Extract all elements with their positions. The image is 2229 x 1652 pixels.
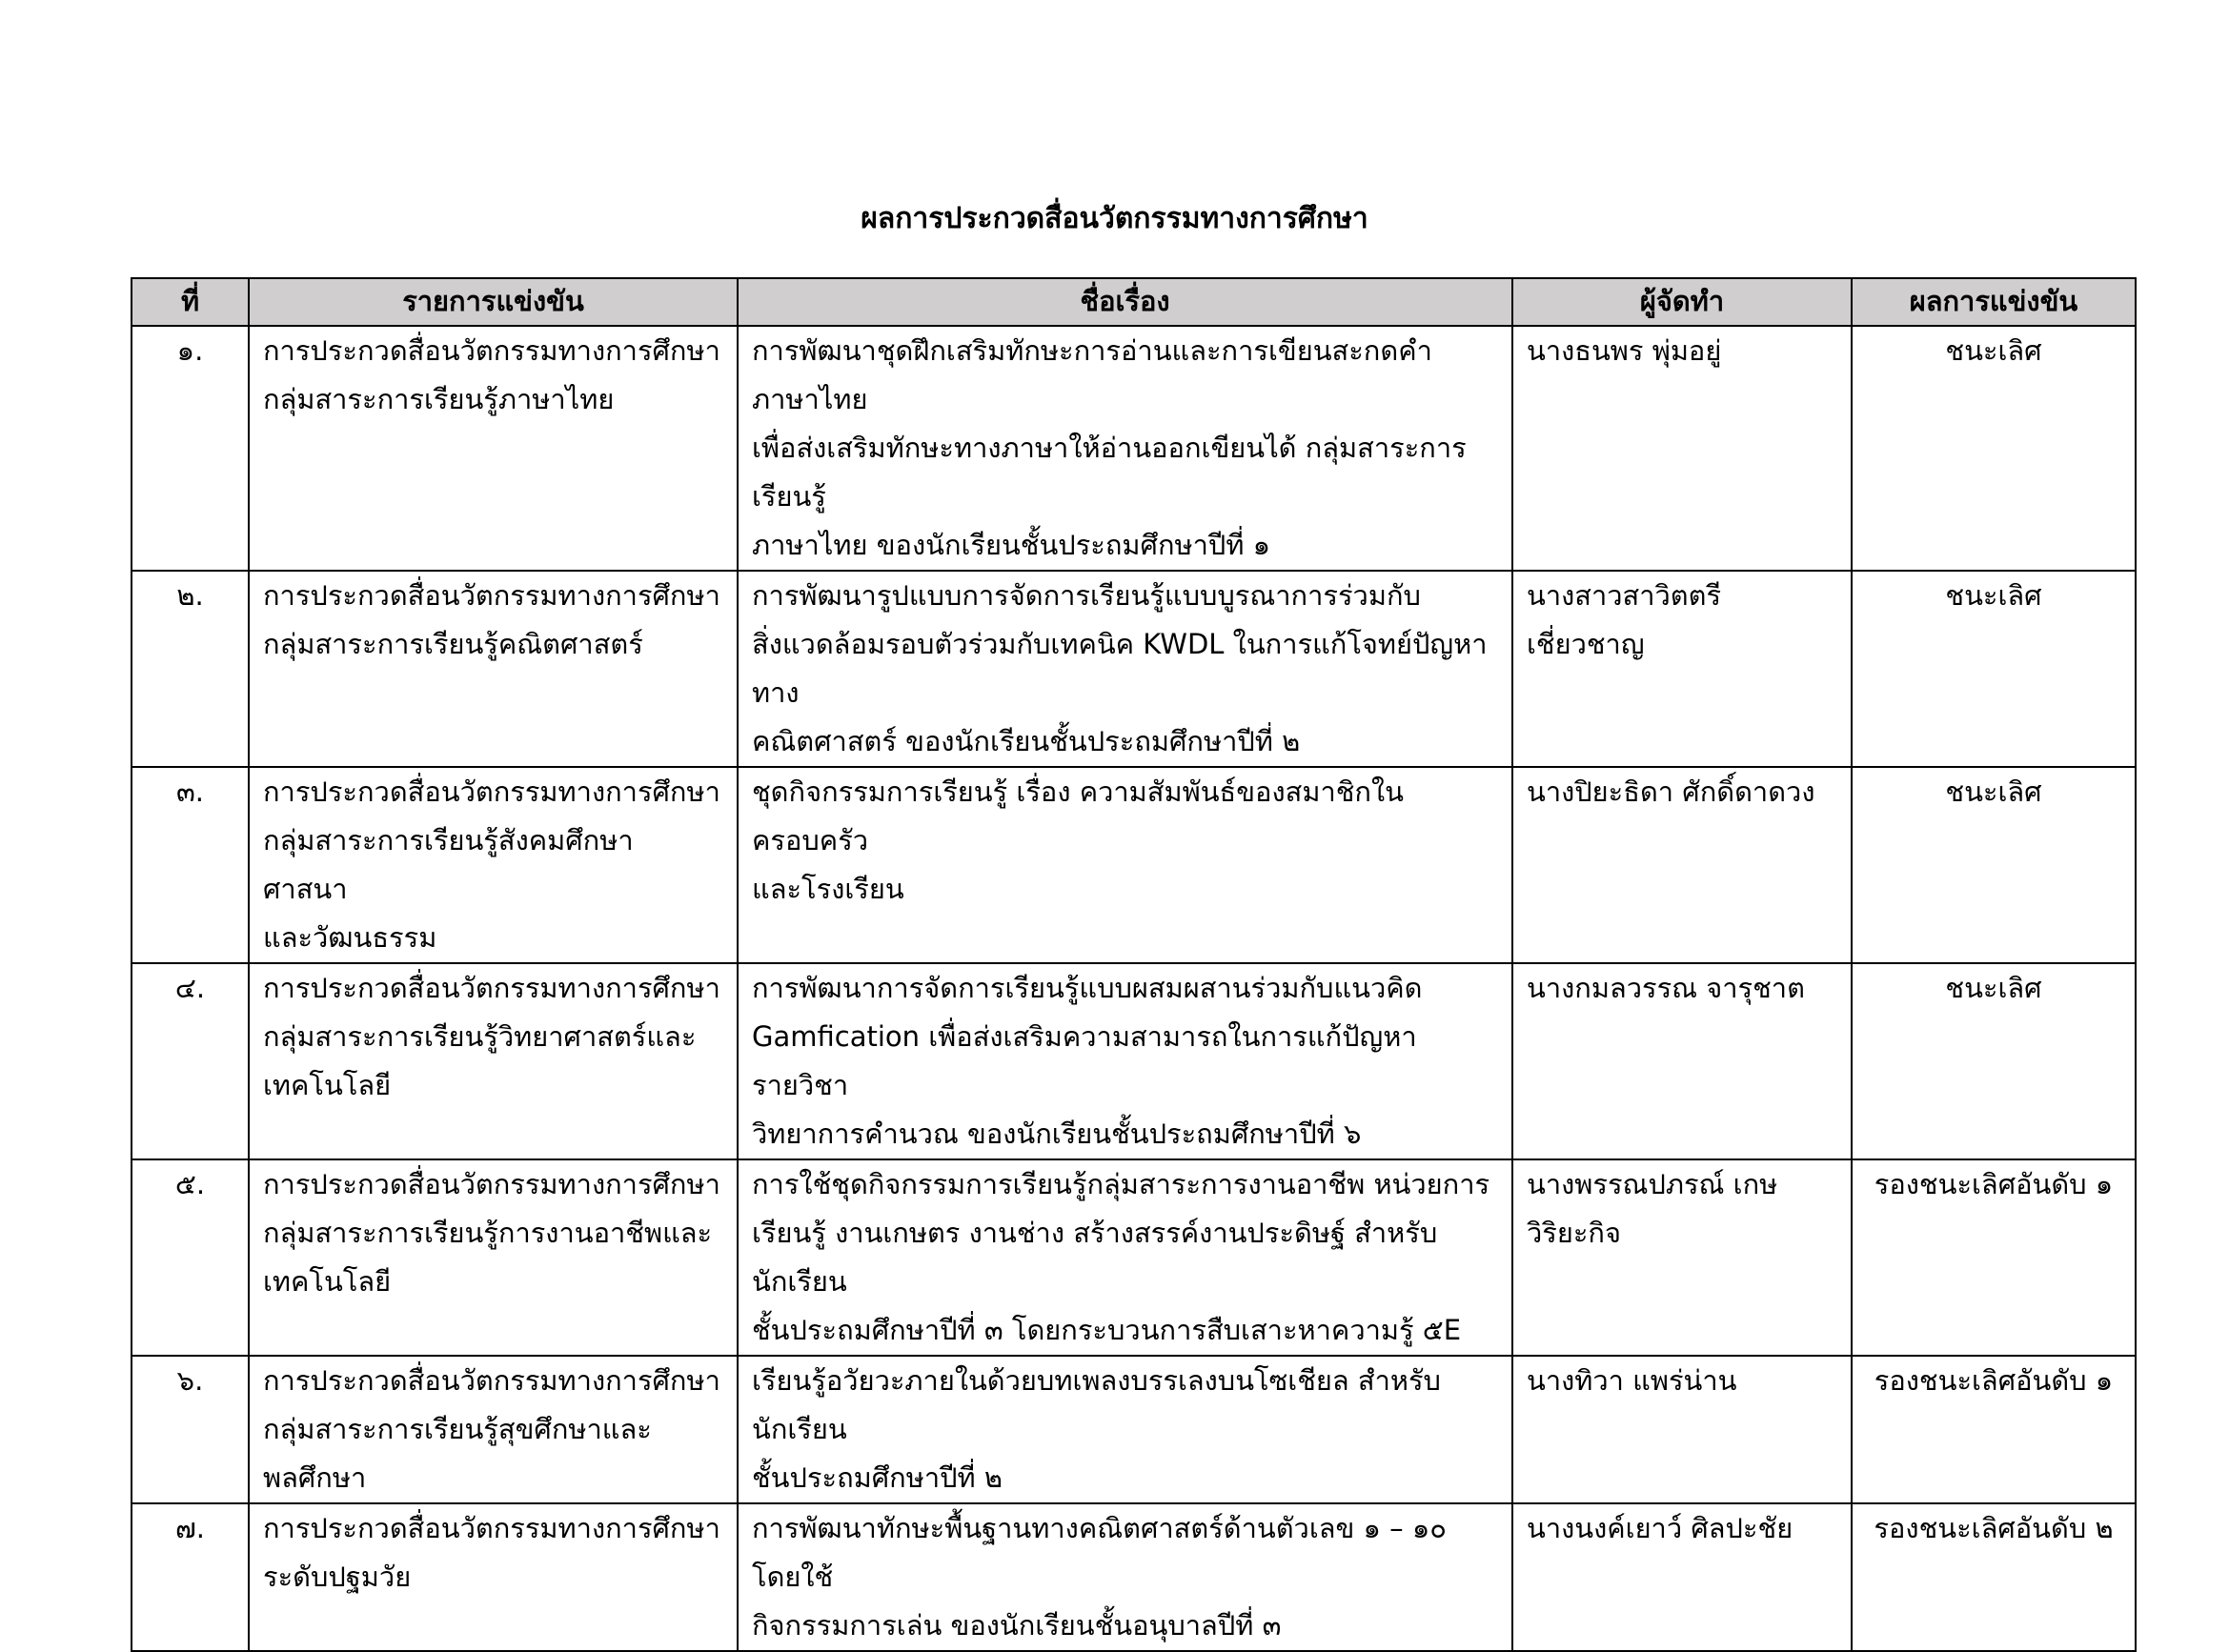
result-text: ชนะเลิศ: [1945, 579, 2042, 612]
table-row: [132, 326, 2136, 571]
result-text: ชนะเลิศ: [1945, 972, 2042, 1004]
row-number-text: ๔.: [174, 972, 206, 1004]
row-number-text: ๗.: [174, 1512, 206, 1544]
result-cell: [1852, 326, 2136, 571]
author-text: นางนงค์เยาว์ ศิลปะชัย: [1527, 1512, 1793, 1544]
row-number: [132, 571, 249, 767]
topic-cell: [738, 767, 1512, 963]
author-text: นางทิวา แพร่น่าน: [1527, 1364, 1737, 1397]
topic-text: การใช้ชุดกิจกรรมการเรียนรู้กลุ่มสาระการงานอาชีพ หน่วยการ เรียนรู้ งานเกษตร งานช่าง สร้างสรรค์งานประดิษฐ์ สำหรับนักเรียน ชั้นประถมศึกษาปีที่ ๓ โดยกระบวนการสืบเสาะหาความรู้ ๕E: [752, 1168, 1490, 1346]
row-number-text: ๕.: [174, 1168, 206, 1200]
header-row: [132, 278, 2136, 326]
table-row: [132, 1159, 2136, 1356]
author-cell: [1512, 1356, 1852, 1503]
topic-cell: [738, 963, 1512, 1159]
table-row: [132, 1356, 2136, 1503]
category-text: การประกวดสื่อนวัตกรรมทางการศึกษา กลุ่มสาระการเรียนรู้สังคมศึกษา ศาสนา และวัฒนธรรม: [263, 776, 720, 954]
row-number: [132, 767, 249, 963]
row-number: [132, 1356, 249, 1503]
author-cell: [1512, 571, 1852, 767]
row-number-text: ๖.: [176, 1364, 204, 1397]
category-cell: [249, 1159, 738, 1356]
author-cell: [1512, 767, 1852, 963]
page-title: ผลการประกวดสื่อนวัตกรรมทางการศึกษา: [861, 202, 1368, 235]
row-number: [132, 963, 249, 1159]
category-cell: [249, 1503, 738, 1651]
topic-cell: [738, 571, 1512, 767]
topic-text: ชุดกิจกรรมการเรียนรู้ เรื่อง ความสัมพันธ์ของสมาชิกในครอบครัว และโรงเรียน: [752, 776, 1404, 905]
row-number: [132, 1503, 249, 1651]
category-text: การประกวดสื่อนวัตกรรมทางการศึกษา กลุ่มสาระการเรียนรู้วิทยาศาสตร์และ เทคโนโลยี: [263, 972, 720, 1101]
topic-cell: [738, 1159, 1512, 1356]
result-cell: [1852, 1503, 2136, 1651]
row-number-text: ๒.: [176, 579, 204, 612]
table-row: [132, 1503, 2136, 1651]
header-topic: ชื่อเรื่อง: [738, 278, 1512, 326]
result-cell: [1852, 767, 2136, 963]
category-text: การประกวดสื่อนวัตกรรมทางการศึกษา ระดับปฐมวัย: [263, 1512, 720, 1593]
category-cell: [249, 1356, 738, 1503]
topic-text: การพัฒนาการจัดการเรียนรู้แบบผสมผสานร่วมกับแนวคิด Gamfication เพื่อส่งเสริมความสามารถในการแก้ปัญหา รายวิชา วิทยาการคำนวณ ของนักเรียนชั้นประถมศึกษาปีที่ ๖: [752, 972, 1423, 1150]
category-cell: [249, 326, 738, 571]
result-text: ชนะเลิศ: [1945, 334, 2042, 367]
category-text: การประกวดสื่อนวัตกรรมทางการศึกษา กลุ่มสาระการเรียนรู้สุขศึกษาและ พลศึกษา: [263, 1364, 720, 1494]
header-author: ผู้จัดทำ: [1512, 278, 1852, 326]
result-text: ชนะเลิศ: [1945, 776, 2042, 808]
table-row: [132, 571, 2136, 767]
result-text: รองชนะเลิศอันดับ ๒: [1874, 1512, 2114, 1544]
result-cell: [1852, 571, 2136, 767]
topic-text: การพัฒนาทักษะพื้นฐานทางคณิตศาสตร์ด้านตัวเลข ๑ – ๑๐ โดยใช้ กิจกรรมการเล่น ของนักเรียนชั้นอนุบาลปีที่ ๓: [752, 1512, 1447, 1642]
author-text: นางพรรณปภรณ์ เกษวิริยะกิจ: [1527, 1168, 1778, 1249]
row-number: [132, 326, 249, 571]
category-cell: [249, 963, 738, 1159]
topic-cell: [738, 1503, 1512, 1651]
result-cell: [1852, 1159, 2136, 1356]
result-text: รองชนะเลิศอันดับ ๑: [1874, 1364, 2114, 1397]
author-text: นางธนพร พุ่มอยู่: [1527, 334, 1722, 367]
table-row: [132, 963, 2136, 1159]
result-text: รองชนะเลิศอันดับ ๑: [1874, 1168, 2114, 1200]
table-header: [132, 278, 2136, 326]
results-table: [131, 277, 2137, 1652]
category-text: การประกวดสื่อนวัตกรรมทางการศึกษา กลุ่มสาระการเรียนรู้การงานอาชีพและ เทคโนโลยี: [263, 1168, 720, 1298]
table-row: [132, 767, 2136, 963]
row-number: [132, 1159, 249, 1356]
author-cell: [1512, 1159, 1852, 1356]
table-body: [132, 326, 2136, 1651]
category-cell: [249, 571, 738, 767]
row-number-text: ๓.: [175, 776, 205, 808]
header-category: รายการแข่งขัน: [249, 278, 738, 326]
author-text: นางสาวสาวิตตรี เชี่ยวชาญ: [1527, 579, 1722, 660]
result-cell: [1852, 1356, 2136, 1503]
category-text: การประกวดสื่อนวัตกรรมทางการศึกษา กลุ่มสาระการเรียนรู้ภาษาไทย: [263, 334, 720, 415]
header-result: ผลการแข่งขัน: [1852, 278, 2136, 326]
header-num: ที่: [132, 278, 249, 326]
row-number-text: ๑.: [176, 334, 204, 367]
topic-cell: [738, 1356, 1512, 1503]
author-cell: [1512, 1503, 1852, 1651]
topic-text: เรียนรู้อวัยวะภายในด้วยบทเพลงบรรเลงบนโซเชียล สำหรับนักเรียน ชั้นประถมศึกษาปีที่ ๒: [752, 1364, 1441, 1494]
result-cell: [1852, 963, 2136, 1159]
category-text: การประกวดสื่อนวัตกรรมทางการศึกษา กลุ่มสาระการเรียนรู้คณิตศาสตร์: [263, 579, 720, 660]
category-cell: [249, 767, 738, 963]
author-cell: [1512, 963, 1852, 1159]
topic-text: การพัฒนารูปแบบการจัดการเรียนรู้แบบบูรณาการร่วมกับ สิ่งแวดล้อมรอบตัวร่วมกับเทคนิค KWDL ในการแก้โจทย์ปัญหาทาง คณิตศาสตร์ ของนักเรียนชั้นประถมศึกษาปีที่ ๒: [752, 579, 1488, 757]
author-text: นางปิยะธิดา ศักดิ์ดาดวง: [1527, 776, 1815, 808]
author-text: นางกมลวรรณ จารุชาต: [1527, 972, 1805, 1004]
topic-text: การพัฒนาชุดฝึกเสริมทักษะการอ่านและการเขียนสะกดคำภาษาไทย เพื่อส่งเสริมทักษะทางภาษาให้อ่านออกเขียนได้ กลุ่มสาระการเรียนรู้ ภาษาไทย ของนักเรียนชั้นประถมศึกษาปีที่ ๑: [752, 334, 1467, 561]
author-cell: [1512, 326, 1852, 571]
topic-cell: [738, 326, 1512, 571]
